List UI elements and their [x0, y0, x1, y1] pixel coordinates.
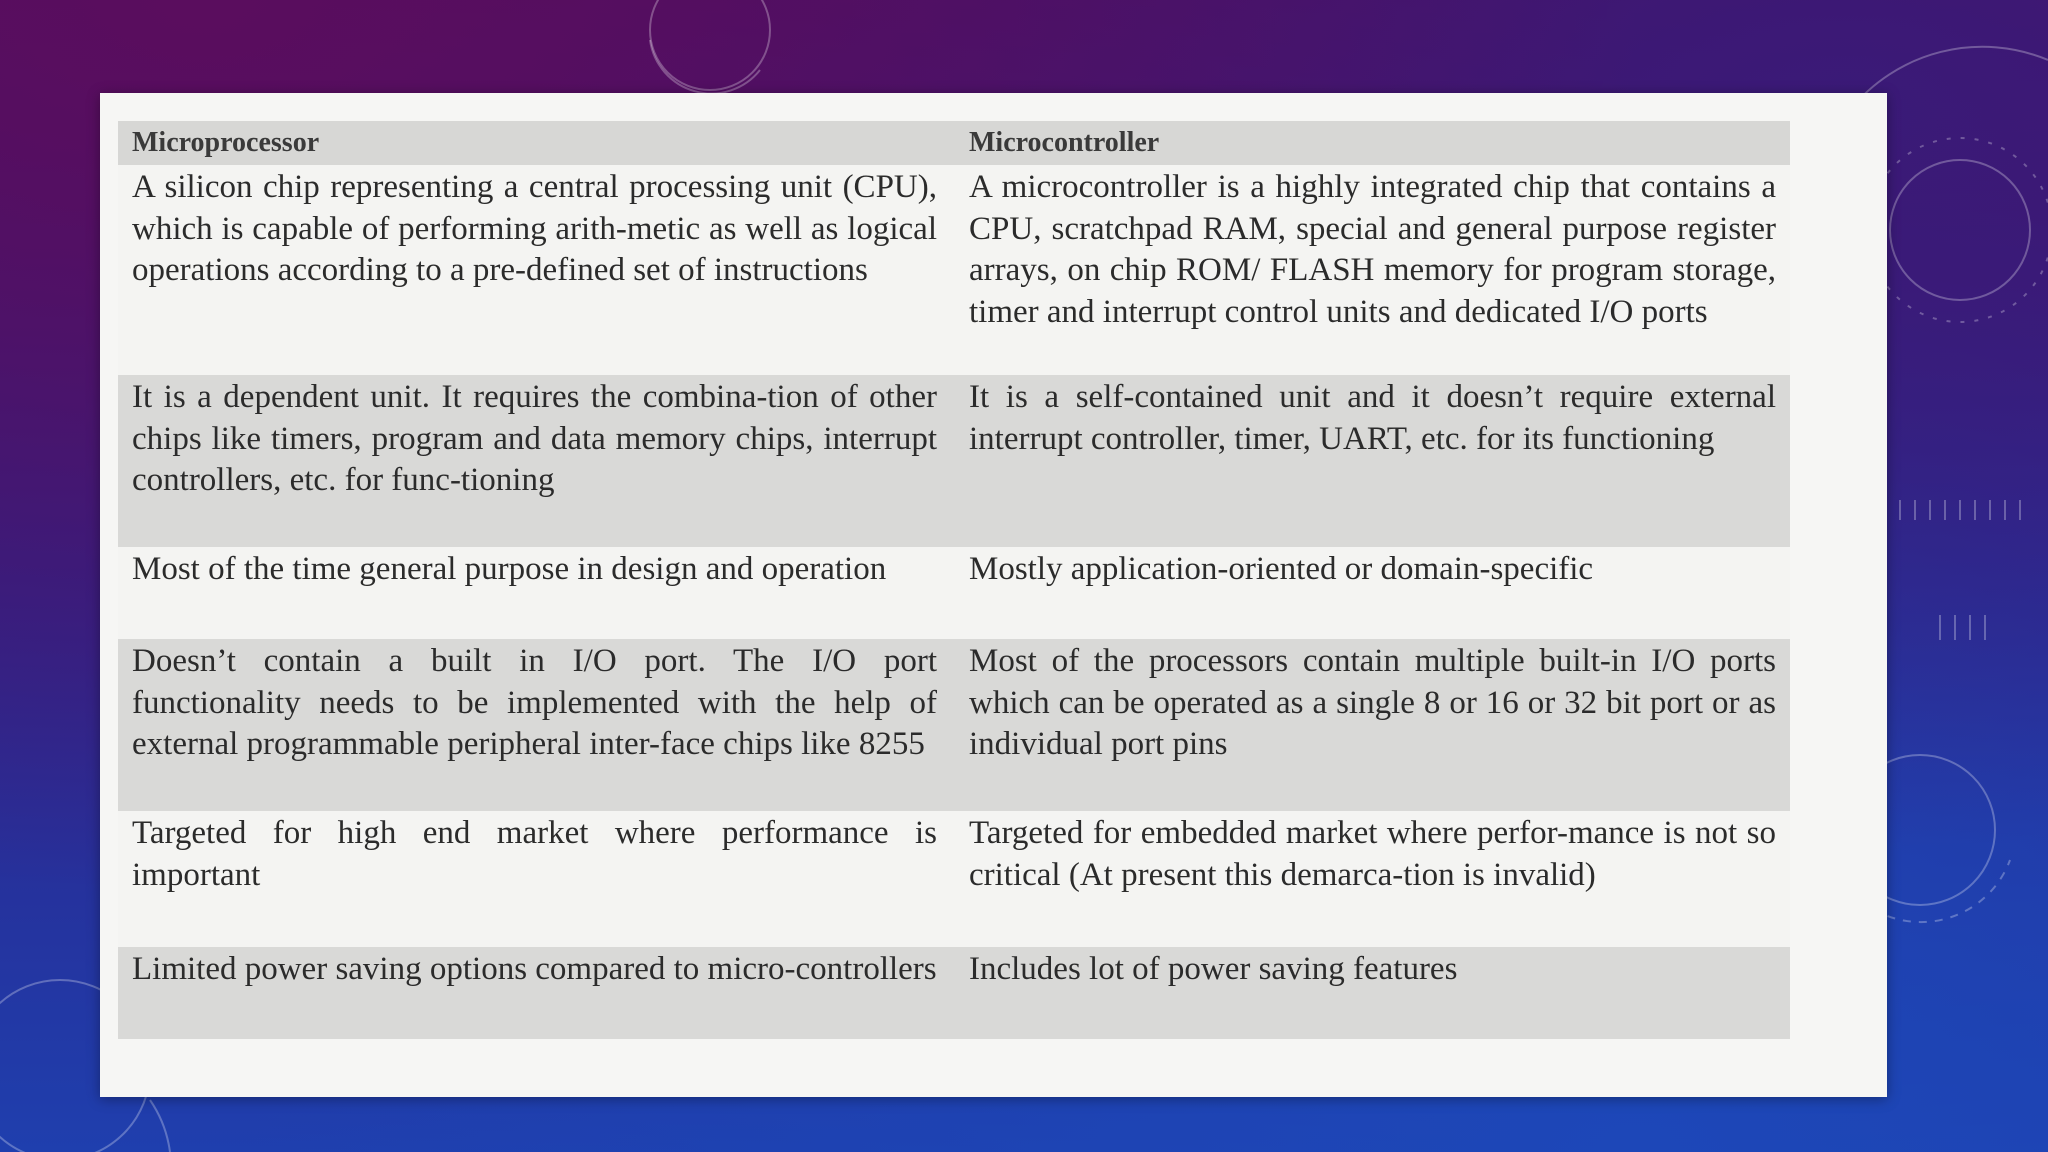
- row-1-microcontroller: A microcontroller is a highly integrated chip that contains a CPU, scratchpad RAM, special and general purpose register arrays, on chip ROM/ FLASH memory for program storage, timer and interrupt control units and dedicated I/O ports: [955, 165, 1790, 375]
- row-3-microprocessor: Most of the time general purpose in design and operation: [118, 547, 955, 639]
- row-2-microcontroller: It is a self-contained unit and it doesn’t require external interrupt controller, timer, UART, etc. for its functioning: [955, 375, 1790, 547]
- header-microprocessor: Microprocessor: [118, 121, 955, 165]
- comparison-table: [118, 121, 1790, 1039]
- row-4-microprocessor: Doesn’t contain a built in I/O port. The I/O port functionality needs to be implemented with the help of external programmable peripheral inter-face chips like 8255: [118, 639, 955, 811]
- row-1-microprocessor: A silicon chip representing a central processing unit (CPU), which is capable of performing arith-metic as well as logical operations according to a pre-defined set of instructions: [118, 165, 955, 375]
- row-6-microcontroller: Includes lot of power saving features: [955, 947, 1790, 1039]
- row-2-microprocessor: It is a dependent unit. It requires the combina-tion of other chips like timers, program and data memory chips, interrupt controllers, etc. for func-tioning: [118, 375, 955, 547]
- hud-ring-icon: [650, 0, 770, 90]
- row-3-microcontroller: Mostly application-oriented or domain-specific: [955, 547, 1790, 639]
- row-5-microcontroller: Targeted for embedded market where perfor-mance is not so critical (At present this demarca-tion is invalid): [955, 811, 1790, 947]
- dial-ticks-icon: [1900, 500, 2020, 640]
- row-4-microcontroller: Most of the processors contain multiple built-in I/O ports which can be operated as a single 8 or 16 or 32 bit port or as individual port pins: [955, 639, 1790, 811]
- header-microcontroller: Microcontroller: [955, 121, 1790, 165]
- ring-arc-icon: [650, 40, 760, 93]
- row-5-microprocessor: Targeted for high end market where performance is important: [118, 811, 955, 947]
- comparison-slide-panel: [100, 93, 1887, 1097]
- hud-ring-icon: [1890, 160, 2030, 300]
- row-6-microprocessor: Limited power saving options compared to micro-controllers: [118, 947, 955, 1039]
